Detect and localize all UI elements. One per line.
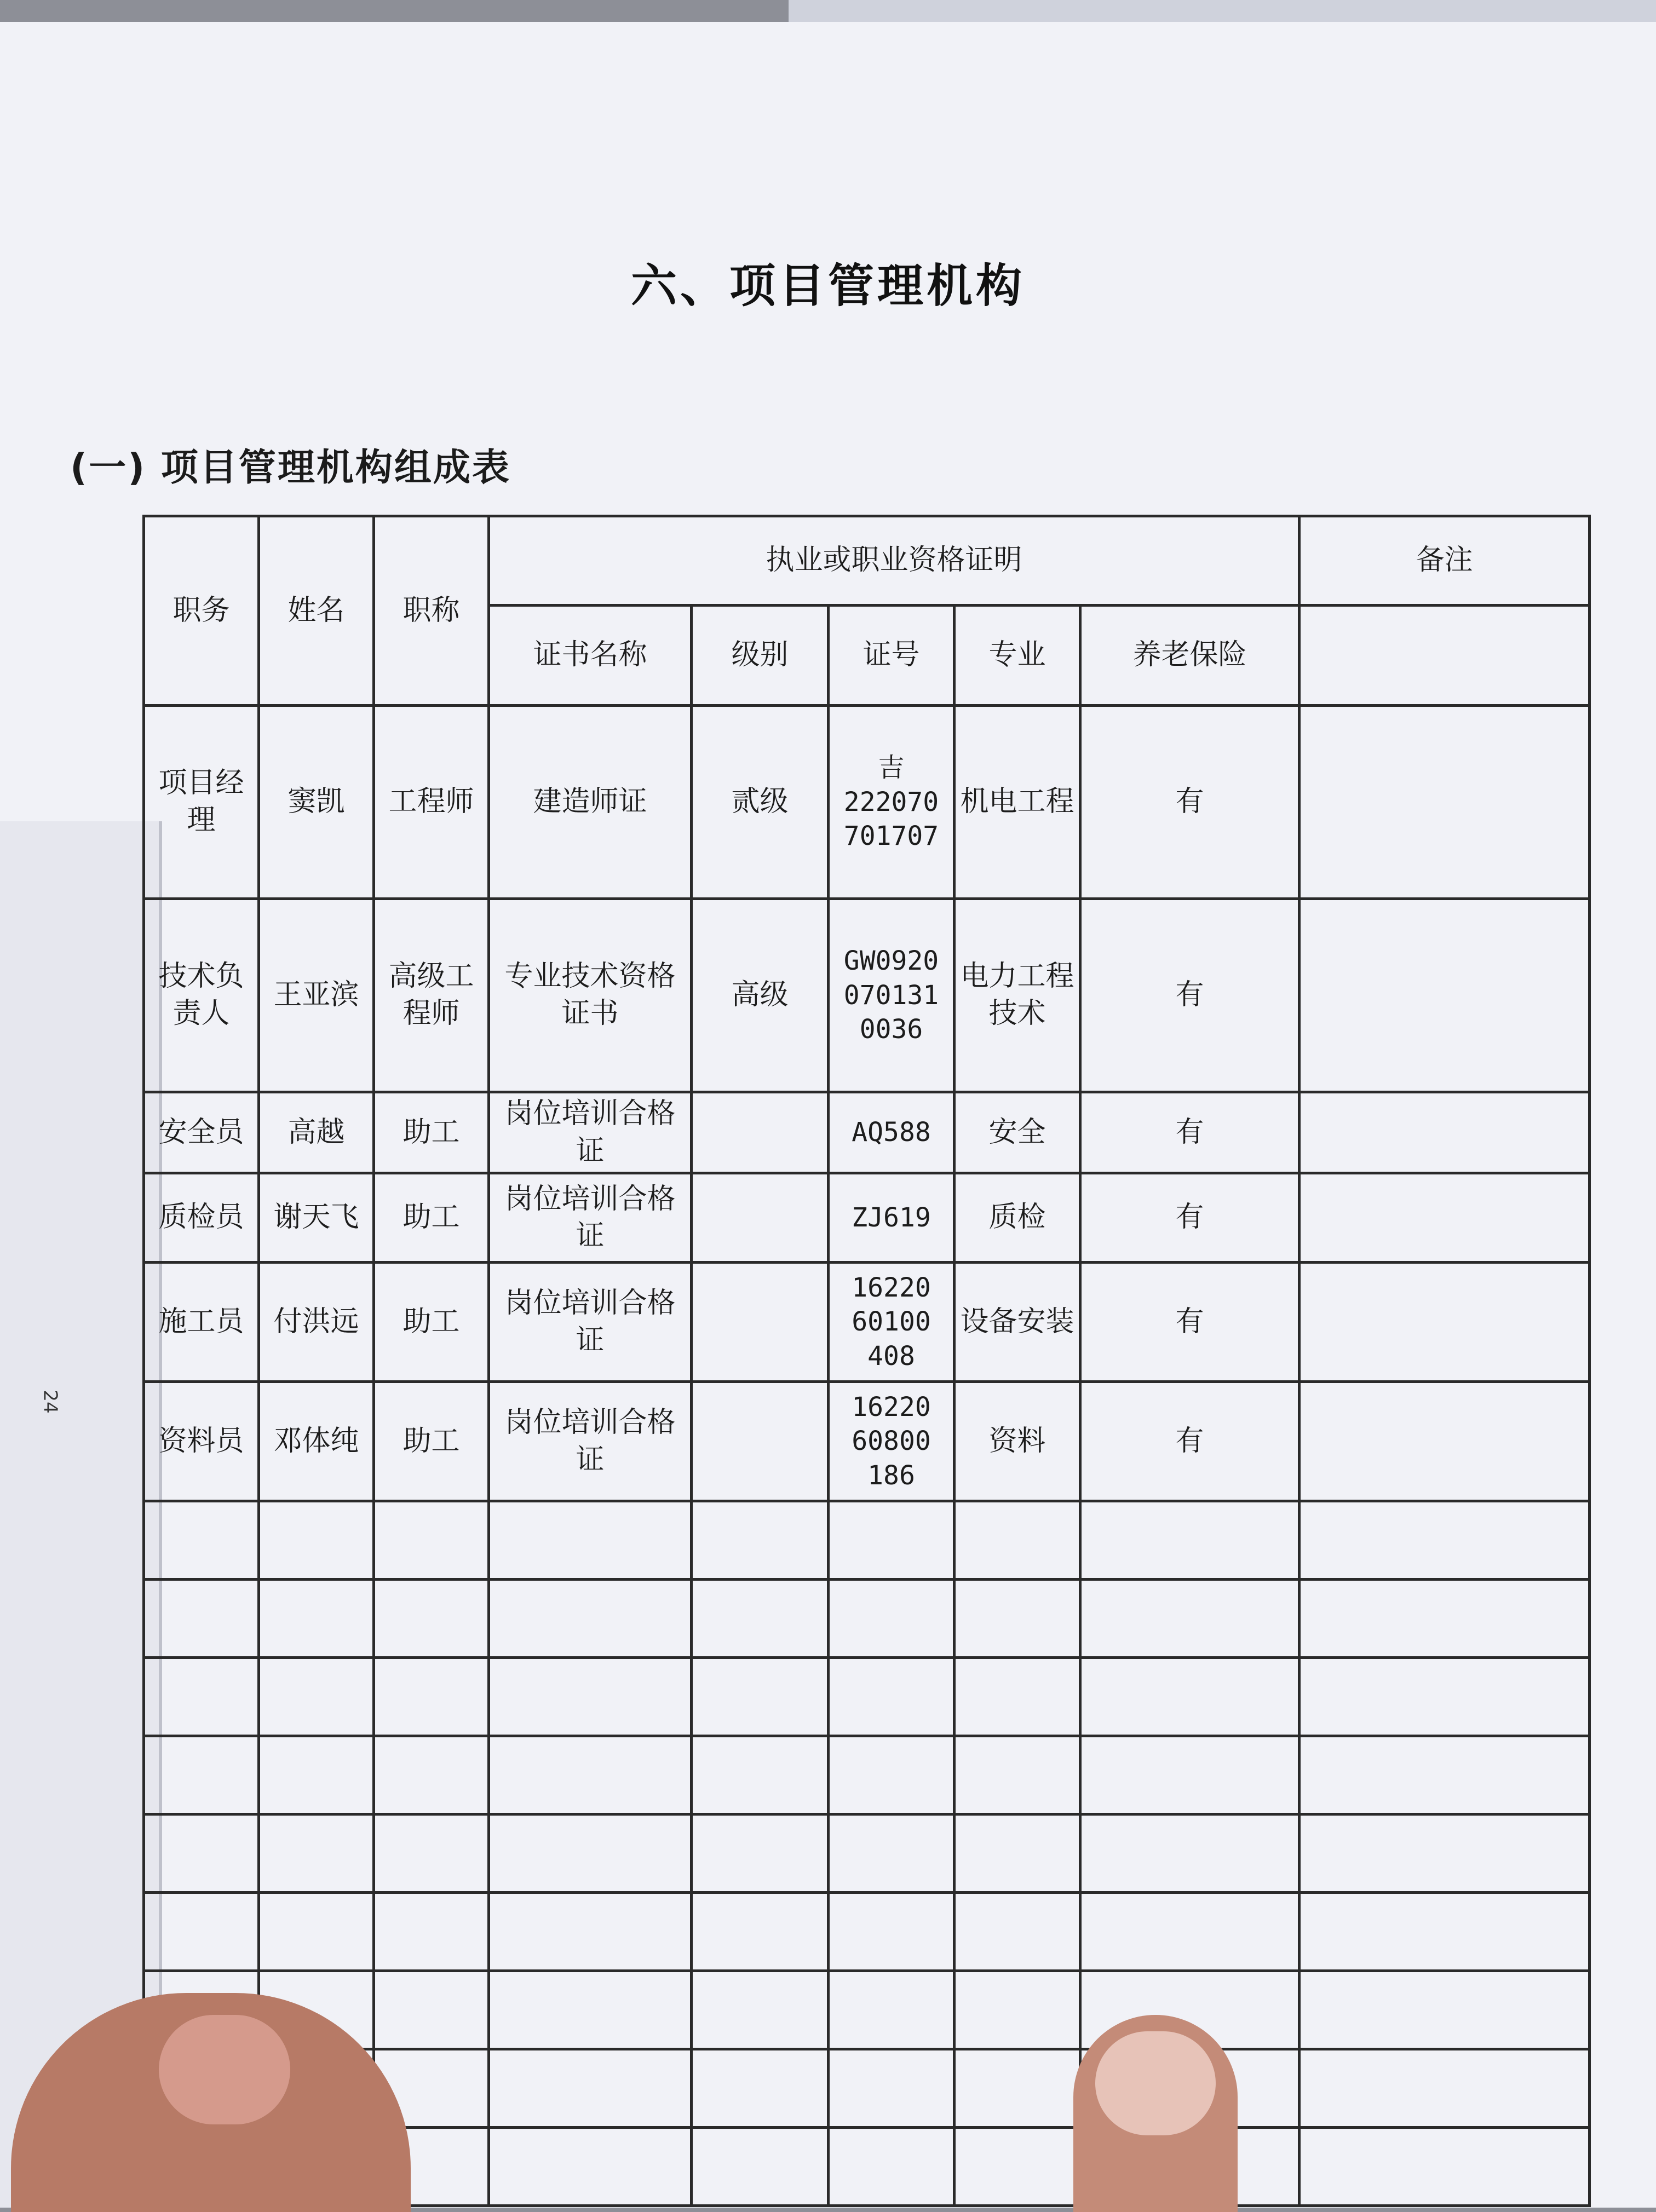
- cell-pension: 有: [1080, 1173, 1300, 1263]
- cert-no-line: 60800: [852, 1426, 931, 1457]
- cell-specialty: 电力工程技术: [955, 899, 1080, 1092]
- header-cert-name: 证书名称: [489, 606, 692, 706]
- cell-cert-no: [829, 899, 955, 1092]
- empty-cell: [829, 1580, 955, 1658]
- cell-level: [692, 1263, 829, 1382]
- empty-cell: [692, 1658, 829, 1736]
- table-row: [144, 1263, 1590, 1382]
- empty-row: [144, 1736, 1590, 1814]
- empty-cell: [259, 1501, 374, 1580]
- cell-specialty: 安全: [955, 1092, 1080, 1173]
- empty-cell: [1300, 2128, 1590, 2206]
- empty-cell: [829, 1501, 955, 1580]
- empty-cell: [1080, 1501, 1300, 1580]
- cell-specialty: 资料: [955, 1382, 1080, 1501]
- cell-specialty: 机电工程: [955, 706, 1080, 899]
- empty-cell: [829, 1658, 955, 1736]
- header-specialty: 专业: [955, 606, 1080, 706]
- cell-cert-no: [829, 1092, 955, 1173]
- empty-cell: [692, 2128, 829, 2206]
- empty-cell: [489, 1501, 692, 1580]
- empty-cell: [1080, 1893, 1300, 1971]
- section-subtitle: (一) 项目管理机构组成表: [70, 446, 511, 489]
- cert-no-line: 吉: [878, 752, 905, 784]
- empty-cell: [692, 1971, 829, 2049]
- page-number: 24: [39, 1390, 61, 1414]
- empty-cell: [259, 1658, 374, 1736]
- header-position: 职务: [144, 516, 259, 706]
- empty-cell: [692, 1501, 829, 1580]
- table-row: [144, 1173, 1590, 1263]
- cell-title: 助工: [374, 1092, 489, 1173]
- management-table-container: [142, 515, 1588, 2207]
- empty-cell: [489, 1736, 692, 1814]
- empty-cell: [692, 1580, 829, 1658]
- empty-cell: [489, 1814, 692, 1893]
- empty-cell: [955, 1736, 1080, 1814]
- empty-cell: [692, 1736, 829, 1814]
- empty-cell: [144, 1501, 259, 1580]
- header-remarks: 备注: [1300, 516, 1590, 606]
- empty-cell: [259, 1893, 374, 1971]
- empty-row: [144, 1814, 1590, 1893]
- cell-position: 技术负责人: [144, 899, 259, 1092]
- cell-cert-no: [829, 1173, 955, 1263]
- empty-cell: [829, 1971, 955, 2049]
- cell-cert-name: 岗位培训合格证: [489, 1092, 692, 1173]
- empty-cell: [955, 1580, 1080, 1658]
- table-row: [144, 899, 1590, 1092]
- empty-cell: [374, 1501, 489, 1580]
- cell-remarks: [1300, 1173, 1590, 1263]
- cell-position: 资料员: [144, 1382, 259, 1501]
- empty-cell: [955, 2049, 1080, 2128]
- cell-cert-name: 建造师证: [489, 706, 692, 899]
- cert-no-line: ZJ619: [852, 1202, 931, 1233]
- cert-no-line: 16220: [852, 1272, 931, 1304]
- cell-title: 助工: [374, 1382, 489, 1501]
- empty-cell: [374, 1971, 489, 2049]
- cell-level: 高级: [692, 899, 829, 1092]
- table-row: [144, 1382, 1590, 1501]
- cell-remarks: [1300, 1263, 1590, 1382]
- empty-cell: [144, 1814, 259, 1893]
- header-cert-no: 证号: [829, 606, 955, 706]
- cell-title: 助工: [374, 1173, 489, 1263]
- cell-title: 工程师: [374, 706, 489, 899]
- empty-cell: [955, 2128, 1080, 2206]
- empty-cell: [1300, 1893, 1590, 1971]
- cell-level: [692, 1173, 829, 1263]
- cell-title: 助工: [374, 1263, 489, 1382]
- table-row: [144, 706, 1590, 899]
- header-qualification-group: 执业或职业资格证明: [489, 516, 1300, 606]
- empty-cell: [374, 1893, 489, 1971]
- page-title: 六、项目管理机构: [630, 259, 1025, 313]
- cert-no-line: GW0920: [843, 946, 939, 977]
- empty-cell: [955, 1658, 1080, 1736]
- empty-row: [144, 1580, 1590, 1658]
- empty-cell: [1300, 1814, 1590, 1893]
- header-name: 姓名: [259, 516, 374, 706]
- empty-cell: [1080, 1814, 1300, 1893]
- cell-cert-no: [829, 1382, 955, 1501]
- empty-cell: [374, 1736, 489, 1814]
- cell-cert-no: [829, 706, 955, 899]
- cell-cert-name: 岗位培训合格证: [489, 1173, 692, 1263]
- cell-specialty: 质检: [955, 1173, 1080, 1263]
- empty-cell: [1300, 1736, 1590, 1814]
- cell-name: 邓体纯: [259, 1382, 374, 1501]
- cell-remarks: [1300, 899, 1590, 1092]
- cell-cert-name: 岗位培训合格证: [489, 1263, 692, 1382]
- cell-cert-name: 岗位培训合格证: [489, 1382, 692, 1501]
- cell-cert-name: 专业技术资格证书: [489, 899, 692, 1092]
- empty-cell: [829, 2049, 955, 2128]
- empty-cell: [1300, 1971, 1590, 2049]
- cell-position: 质检员: [144, 1173, 259, 1263]
- empty-row: [144, 1893, 1590, 1971]
- cert-no-line: 0036: [859, 1014, 923, 1045]
- empty-cell: [144, 1580, 259, 1658]
- cell-position: 安全员: [144, 1092, 259, 1173]
- empty-cell: [1080, 1580, 1300, 1658]
- empty-cell: [1300, 1658, 1590, 1736]
- empty-cell: [144, 1736, 259, 1814]
- cert-no-line: AQ588: [852, 1117, 931, 1148]
- empty-cell: [955, 1814, 1080, 1893]
- cell-position: 项目经理: [144, 706, 259, 899]
- empty-cell: [829, 2128, 955, 2206]
- cell-cert-no: [829, 1263, 955, 1382]
- empty-row: [144, 1501, 1590, 1580]
- empty-row: [144, 1658, 1590, 1736]
- cert-no-line: 701707: [843, 821, 939, 852]
- empty-cell: [259, 1814, 374, 1893]
- table-row: [144, 1092, 1590, 1173]
- cell-name: 付洪远: [259, 1263, 374, 1382]
- empty-cell: [259, 1736, 374, 1814]
- cell-pension: 有: [1080, 1382, 1300, 1501]
- cell-remarks: [1300, 1382, 1590, 1501]
- thumb-right: [1073, 2015, 1238, 2212]
- empty-cell: [1080, 1658, 1300, 1736]
- empty-cell: [955, 1501, 1080, 1580]
- cell-level: 贰级: [692, 706, 829, 899]
- empty-cell: [489, 1580, 692, 1658]
- cell-position: 施工员: [144, 1263, 259, 1382]
- cell-name: 王亚滨: [259, 899, 374, 1092]
- empty-cell: [259, 1580, 374, 1658]
- empty-cell: [489, 2128, 692, 2206]
- cell-specialty: 设备安装: [955, 1263, 1080, 1382]
- empty-cell: [374, 1814, 489, 1893]
- empty-cell: [489, 1658, 692, 1736]
- empty-cell: [829, 1893, 955, 1971]
- cert-no-line: 070131: [843, 980, 939, 1011]
- header-title: 职称: [374, 516, 489, 706]
- empty-cell: [144, 1893, 259, 1971]
- empty-cell: [955, 1893, 1080, 1971]
- empty-cell: [489, 1971, 692, 2049]
- header-remarks-sub: [1300, 606, 1590, 706]
- cell-level: [692, 1092, 829, 1173]
- empty-cell: [692, 2049, 829, 2128]
- management-table: [142, 515, 1591, 2207]
- cell-remarks: [1300, 706, 1590, 899]
- cert-no-line: 16220: [852, 1392, 931, 1423]
- cell-remarks: [1300, 1092, 1590, 1173]
- cert-no-line: 186: [867, 1460, 915, 1491]
- cell-pension: 有: [1080, 1092, 1300, 1173]
- cell-pension: 有: [1080, 706, 1300, 899]
- empty-cell: [1080, 1736, 1300, 1814]
- cert-no-line: 60100: [852, 1306, 931, 1338]
- header-row-1: [144, 516, 1590, 606]
- empty-cell: [374, 1658, 489, 1736]
- empty-cell: [829, 1736, 955, 1814]
- cell-name: 高越: [259, 1092, 374, 1173]
- empty-cell: [829, 1814, 955, 1893]
- empty-cell: [1300, 1501, 1590, 1580]
- cell-name: 谢天飞: [259, 1173, 374, 1263]
- cell-title: 高级工程师: [374, 899, 489, 1092]
- empty-cell: [1300, 1580, 1590, 1658]
- empty-cell: [374, 1580, 489, 1658]
- empty-cell: [489, 2049, 692, 2128]
- header-level: 级别: [692, 606, 829, 706]
- cell-level: [692, 1382, 829, 1501]
- cell-pension: 有: [1080, 1263, 1300, 1382]
- empty-cell: [489, 1893, 692, 1971]
- empty-cell: [692, 1814, 829, 1893]
- thumbnail-left: [159, 2015, 290, 2124]
- empty-cell: [1300, 2049, 1590, 2128]
- empty-row: [144, 1971, 1590, 2049]
- header-pension: 养老保险: [1080, 606, 1300, 706]
- empty-cell: [692, 1893, 829, 1971]
- thumbnail-right: [1095, 2031, 1216, 2135]
- empty-cell: [144, 1658, 259, 1736]
- cell-name: 窦凯: [259, 706, 374, 899]
- cell-pension: 有: [1080, 899, 1300, 1092]
- cert-no-line: 408: [867, 1340, 915, 1372]
- empty-cell: [955, 1971, 1080, 2049]
- cert-no-line: 222070: [843, 786, 939, 817]
